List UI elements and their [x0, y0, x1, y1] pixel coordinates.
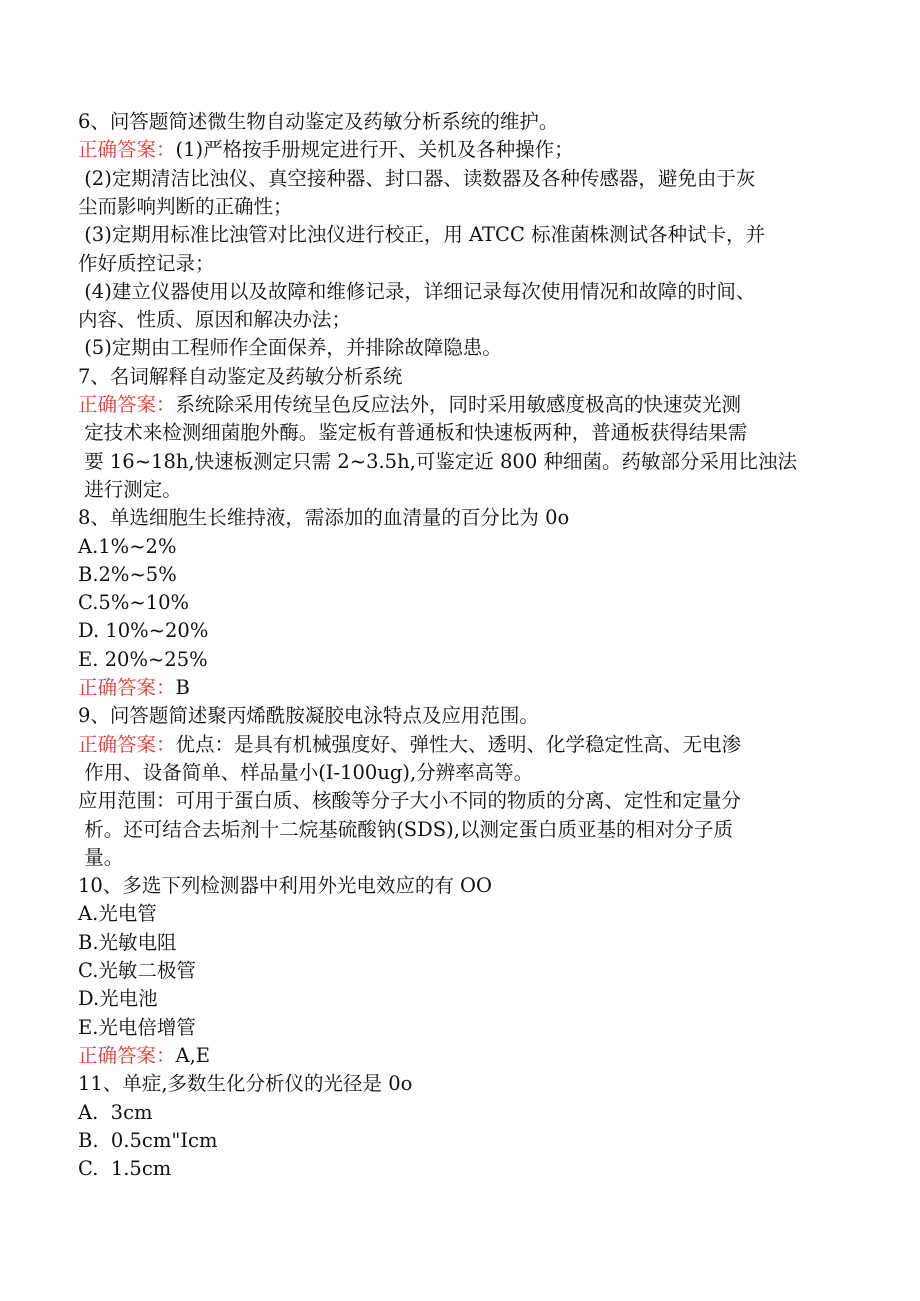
answer-line-text: (4)建立仪器使用以及故障和维修记录，详细记录每次使用情况和故障的时间、 [78, 279, 756, 303]
answer-line [78, 787, 741, 815]
option-line [78, 929, 177, 957]
answer-label: 正确答案： [78, 1043, 176, 1067]
answer-line-text: (3)定期用标准比浊管对比浊仪进行校正，用 ATCC 标准菌株测试各种试卡，并 [78, 223, 766, 247]
answer-line-text: 量。 [78, 845, 124, 869]
option-line-text: C. 1.5cm [78, 1157, 172, 1181]
question-stem-text: 11、单症,多数生化分析仪的光径是 0o [78, 1072, 413, 1096]
option-line-text: B.光敏电阻 [78, 930, 177, 954]
option-line-text: D.光电池 [78, 987, 158, 1011]
answer-line [78, 1042, 210, 1070]
option-line [78, 561, 177, 589]
answer-line-text: 作用、设备简单、样品量小(I-100ug),分辨率高等。 [78, 760, 534, 784]
option-line [78, 1099, 153, 1127]
answer-line [78, 278, 755, 306]
option-line-text: B. 0.5cm"Icm [78, 1128, 218, 1152]
question-stem [78, 1070, 412, 1098]
answer-line-text: 系统除采用传统呈色反应法外，同时采用敏感度极高的快速荧光测 [175, 393, 742, 416]
question-stem-text: 6、问答题简述微生物自动鉴定及药敏分析系统的维护。 [78, 110, 559, 133]
answer-line [78, 250, 215, 278]
answer-line-text: 定技术来检测细菌胞外酶。鉴定板有普通板和快速板两种，普通板获得结果需 [78, 421, 748, 445]
question-stem-text: 7、名词解释自动鉴定及药敏分析系统 [78, 364, 403, 388]
answer-label: 正确答案： [78, 138, 176, 162]
answer-line [78, 419, 747, 447]
answer-line-text: 要 16~18h,快速板测定只需 2~3.5h,可鉴定近 800 种细菌。药敏部分采用比浊法 [78, 449, 797, 473]
question-stem-text: 9、问答题简述聚丙烯酰胺凝胶电泳特点及应用范围。 [78, 704, 539, 728]
option-line-text: A. 3cm [78, 1100, 153, 1124]
option-line-text: A.光电管 [78, 902, 157, 926]
answer-line-text: 尘而影响判断的正确性； [78, 194, 293, 218]
answer-line [78, 476, 182, 504]
answer-line [78, 334, 502, 362]
answer-line [78, 844, 123, 872]
option-line-text: A.1%~2% [78, 534, 177, 558]
question-stem [78, 108, 558, 136]
question-stem [78, 504, 569, 532]
answer-line-text: (2)定期清洁比浊仪、真空接种器、封口器、读数器及各种传感器，避免由于灰 [78, 166, 756, 190]
question-stem [78, 363, 402, 391]
question-stem [78, 872, 492, 900]
answer-line [78, 193, 293, 221]
question-stem-text: 10、多选下列检测器中利用外光电效应的有 OO [78, 874, 492, 898]
answer-line-text: (1)严格按手册规定进行开、关机及各种操作； [175, 138, 574, 162]
answer-line-text: 优点：是具有机械强度好、弹性大、透明、化学稳定性高、无电渗 [175, 732, 742, 756]
option-line [78, 985, 158, 1013]
option-line [78, 900, 157, 928]
answer-line-text: 应用范围：可用于蛋白质、核酸等分子大小不同的物质的分离、定性和定量分 [78, 789, 742, 813]
answer-line-text: B [175, 676, 190, 699]
answer-line [78, 731, 741, 759]
option-line [78, 1155, 171, 1183]
option-line-text: D. 10%~20% [78, 619, 209, 643]
answer-line [78, 165, 755, 193]
answer-line [78, 391, 741, 419]
answer-line [78, 759, 533, 787]
answer-line [78, 306, 351, 334]
answer-line [78, 816, 733, 844]
answer-line [78, 136, 574, 164]
answer-line [78, 221, 765, 249]
option-line-text: B.2%~5% [78, 562, 177, 586]
option-line-text: C.光敏二极管 [78, 959, 196, 982]
answer-line-text: 作好质控记录； [78, 251, 215, 275]
option-line-text: E.光电倍增管 [78, 1015, 196, 1039]
answer-line [78, 674, 190, 702]
option-line-text: E. 20%~25% [78, 647, 208, 671]
answer-label: 正确答案： [78, 676, 176, 699]
answer-line-text: 析。还可结合去垢剂十二烷基硫酸钠(SDS),以测定蛋白质亚基的相对分子质 [78, 817, 733, 841]
answer-line [78, 448, 797, 476]
question-stem [78, 702, 539, 730]
option-line [78, 533, 177, 561]
option-line [78, 1014, 196, 1042]
option-line [78, 1127, 217, 1155]
answer-line-text: (5)定期由工程师作全面保养，并排除故障隐患。 [78, 336, 502, 360]
answer-label: 正确答案： [78, 393, 176, 416]
answer-label: 正确答案： [78, 732, 176, 756]
option-line [78, 589, 189, 617]
answer-line-text: 内容、性质、原因和解决办法； [78, 308, 352, 332]
option-line [78, 957, 196, 985]
question-stem-text: 8、单选细胞生长维持液，需添加的血清量的百分比为 0o [78, 506, 570, 530]
answer-line-text: A,E [175, 1043, 211, 1067]
answer-line-text: 进行测定。 [78, 477, 182, 501]
option-line [78, 617, 208, 645]
option-line [78, 646, 208, 674]
option-line-text: C.5%~10% [78, 591, 190, 615]
